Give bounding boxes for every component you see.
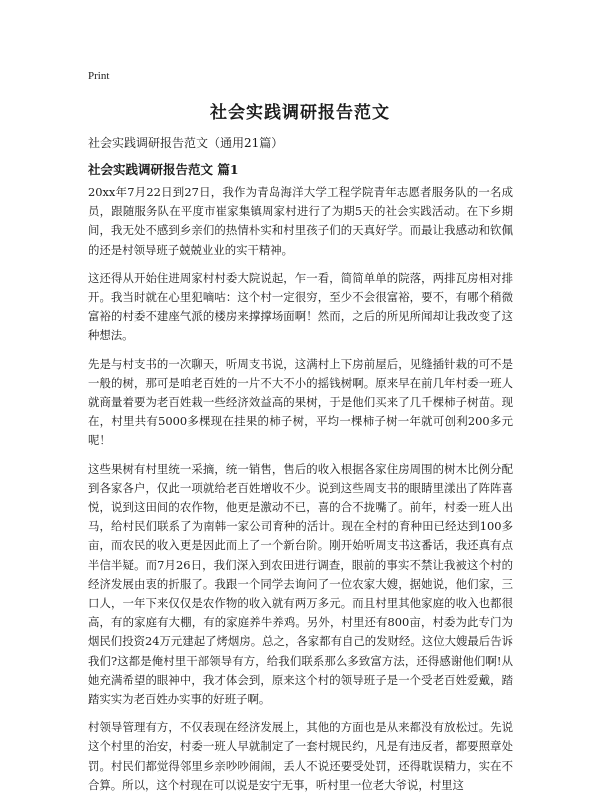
paragraph: 先是与村支书的一次聊天，听周支书说，这满村上下房前屋后，见缝插针栽的可不是一般的树，那可是咱老百姓的一片不大不小的摇钱树啊。原来早在前几年村委一班人就商量着要为老百姓栽一些经济效益高的果树，于是他们买来了几千棵柿子树苗。现在，村里共有5000多棵现在挂果的柿子树，平均一棵柿子树一年就可创利200多元呢！ [88, 356, 513, 448]
document-body [88, 183, 513, 804]
paragraph: 20xx年7月22日到27日，我作为青岛海洋大学工程学院青年志愿者服务队的一名成员，跟随服务队在平度市崔家集镇周家村进行了为期5天的社会实践活动。在下乡期间，我无处不感到乡亲们的热情朴实和村里孩子们的天真好学。而最让我感动和钦佩的还是村领导班子兢兢业业的实干精神。 [88, 185, 513, 257]
paragraph: 这些果树有村里统一采摘，统一销售，售后的收入根据各家住房周围的树木比例分配到各家各户，仅此一项就给老百姓增收不少。说到这些周支书的眼睛里漾出了阵阵喜悦，说到这田间的农作物，他更是激动不已，喜的合不拢嘴了。前年，村委一班人出马，给村民们联系了为南韩一家公司育种的活计。现在全村的育种田已经达到100多亩，而农民的收入更是因此而上了一个新台阶。刚开始听周支书这番话，我还真有点半信半疑。而7月26日，我们深入到农田进行调查，眼前的事实不禁让我被这个村的经济发展由衷的折服了。我跟一个同学去询问了一位农家大嫂，据她说，他们家，三口人，一年下来仅仅是农作物的收入就有两万多元。而且村里其他家庭的收入也都很高，有的家庭有大棚，有的家庭养牛养鸡。另外，村里还有800亩，村委为此专门为烟民们投资24万元建起了烤烟房。总之，各家都有自己的发财经。这位大嫂最后告诉我们?这都是俺村里干部领导有方，给我们联系那么多致富方法，还得感谢他们啊!从她充满希望的眼神中，我才体会到，原来这个村的领导班子是一个受老百姓爱戴，踏踏实实为老百姓办实事的好班子啊。 [88, 461, 513, 707]
paragraph: 这还得从开始住进周家村村委大院说起，乍一看，简简单单的院落，两排瓦房相对排开。我当时就在心里犯嘀咕：这个村一定很穷，至少不会很富裕，要不，有哪个稍微富裕的村委不建座气派的楼房来撑撑场面啊！然而，之后的所见所闻却让我改变了这种想法。 [88, 270, 513, 343]
section-heading: 社会实践调研报告范文 篇1 [88, 162, 239, 177]
print-link[interactable]: Print [88, 70, 110, 82]
document-subtitle: 社会实践调研报告范文（通用21篇） [88, 136, 284, 150]
paragraph: 村领导管理有方，不仅表现在经济发展上，其他的方面也是从来都没有放松过。先说这个村里的治安，村委一班人早就制定了一套村规民约，凡是有违反者，都要照章处罚。村民们都觉得邻里乡亲吵吵闹闹，丢人不说还要受处罚，还得耽误精力，实在不合算。所以，这个村现在可以说是安宁无事，听村里一位老大爷说，村里这 [88, 720, 513, 792]
document-title: 社会实践调研报告范文 [210, 103, 390, 123]
